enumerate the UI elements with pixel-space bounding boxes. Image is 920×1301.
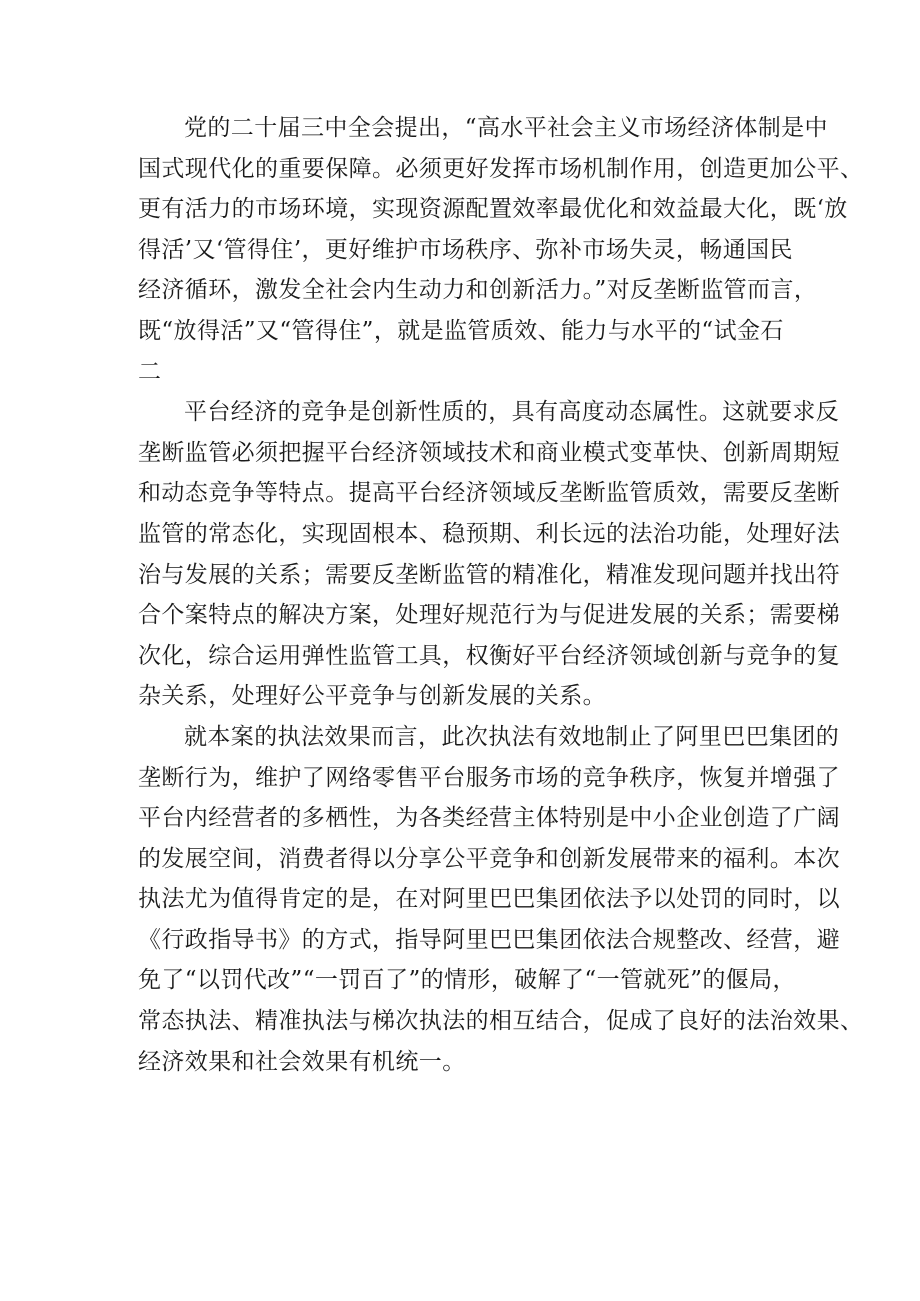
paragraph-line: 治与发展的关系；需要反垄断监管的精准化，精准发现问题并找出符: [138, 561, 840, 588]
paragraph-line: 党的二十届三中全会提出，“高水平社会主义市场经济体制是中: [184, 115, 828, 141]
paragraph-line: 免了“以罚代改”“一罚百了”的情形，破解了“一管就死”的偃局，: [138, 967, 796, 994]
paragraph-line: 和动态竞争等特点。提高平台经济领域反垄断监管质效，需要反垄断: [138, 480, 840, 507]
paragraph-line: 的发展空间，消费者得以分享公平竞争和创新发展带来的福利。本次: [138, 845, 840, 872]
paragraph-line: 就本案的执法效果而言，此次执法有效地制止了阿里巴巴集团的: [184, 723, 840, 750]
paragraph-line: 经济效果和社会效果有机统一。: [138, 1048, 466, 1075]
paragraph-line: 更有活力的市场环境，实现资源配置效率最优化和效益最大化，既‘放: [138, 196, 848, 223]
paragraph-line: 常态执法、精准执法与梯次执法的相互结合，促成了良好的法治效果、: [138, 1008, 864, 1035]
paragraph-line: 垄断监管必须把握平台经济领域技术和商业模式变革快、创新周期短: [138, 439, 840, 466]
paragraph-line: 垄断行为，维护了网络零售平台服务市场的竞争秩序，恢复并增强了: [138, 764, 840, 791]
paragraph-line: 既“放得活”又“管得住”，就是监管质效、能力与水平的“试金石: [138, 317, 784, 344]
paragraph-line: 杂关系，处理好公平竞争与创新发展的关系。: [138, 683, 606, 710]
paragraph-line: 《行政指导书》的方式，指导阿里巴巴集团依法合规整改、经营，避: [138, 926, 840, 953]
paragraph-line: 执法尤为值得肯定的是，在对阿里巴巴集团依法予以处罚的同时，以: [138, 886, 840, 913]
paragraph-line: 次化，综合运用弹性监管工具，权衡好平台经济领域创新与竞争的复: [138, 642, 840, 669]
paragraph-line: 平台经济的竞争是创新性质的，具有高度动态属性。这就要求反: [184, 399, 840, 426]
paragraph-line: 二: [138, 358, 162, 385]
paragraph-3: [138, 717, 864, 1082]
paragraph-line: 监管的常态化，实现固根本、稳预期、利长远的法治功能，处理好法: [138, 520, 840, 547]
paragraph-line: 合个案特点的解决方案，处理好规范行为与促进发展的关系；需要梯: [138, 602, 840, 629]
paragraph-line: 经济循环，激发全社会内生动力和创新活力。”对反垄断监管而言，: [138, 277, 818, 304]
paragraph-1: [138, 108, 864, 392]
paragraph-line: 得活’又‘管得住’，更好维护市场秩序、弥补市场失灵，畅通国民: [138, 236, 793, 263]
paragraph-line: 平台内经营者的多栖性，为各类经营主体特别是中小企业创造了广阔: [138, 805, 840, 832]
document-body: [138, 108, 864, 1082]
paragraph-2: [138, 392, 840, 717]
paragraph-line: 国式现代化的重要保障。必须更好发挥市场机制作用，创造更加公平、: [138, 155, 864, 182]
